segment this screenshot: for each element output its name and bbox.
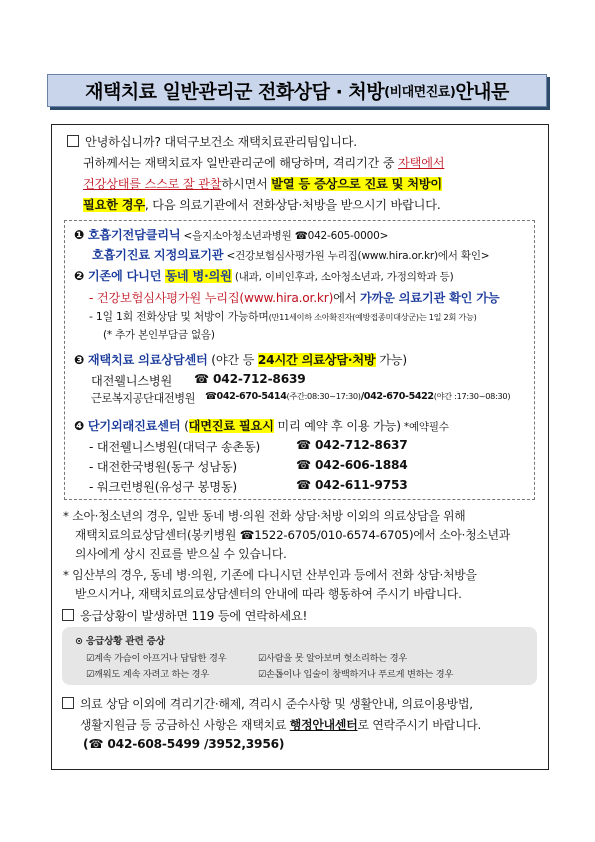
contact-line1: 의료 상담 이외에 격리기간·해제, 격리시 준수사항 및 생활안내, 의료이용방법, xyxy=(62,695,473,712)
emergency-notice: 응급상황이 발생하면 119 등에 연락하세요! xyxy=(62,607,307,624)
symptom-cyanosis: ☑손톱이나 입술이 창백하거나 푸르게 변하는 경우 xyxy=(258,669,454,680)
contact-phone: (☎ 042-608-5499 /3952,3956) xyxy=(83,737,285,751)
note-children: * 소아·청소년의 경우, 일반 동네 병·의원 전화 상담·처방 이외의 의료상담을 위해 xyxy=(63,509,466,523)
hospital-wellness-phone: ☎ 042-712-8639 xyxy=(194,372,306,386)
note-children-3: 의사에게 상시 진료를 받으실 수 있습니다. xyxy=(75,547,287,561)
section-consult-center: ❸ 재택치료 의료상담센터 (야간 등 24시간 의료상담·처방 가능) xyxy=(74,353,407,367)
intro-line2: 귀하께서는 재택치료자 일반관리군에 해당하며, 격리기간 중 자택에서 xyxy=(83,156,445,170)
emergency-symptoms-title: ⊙ 응급상황 관련 증상 xyxy=(75,636,165,647)
intro-greeting: 안녕하십니까? 대덕구보건소 재택치료관리팀입니다. xyxy=(67,133,357,150)
note-pregnant: * 임산부의 경우, 동네 병·의원, 기존에 다니시던 산부인과 등에서 전화 상담·처방을 xyxy=(63,568,477,582)
outpatient-item-3-phone: ☎ 042-611-9753 xyxy=(296,478,408,492)
no-extra-cost-note: (* 추가 본인부담금 없음) xyxy=(103,329,215,341)
symptom-confusion: ☑사람을 못 알아보며 헛소리하는 경우 xyxy=(258,653,408,664)
symptom-drowsiness: ☑깨워도 계속 자려고 하는 경우 xyxy=(86,669,210,680)
hira-link-line: - 건강보험심사평가원 누리집(www.hira.or.kr)에서 가까운 의료기관 확인 가능 xyxy=(89,291,500,305)
contact-line2: 생활지원금 등 궁금하신 사항은 재택치료 행정안내센터로 연락주시기 바랍니다. xyxy=(80,718,482,732)
section-designated-clinic: 호흡기진료 지정의료기관 <건강보험심사평가원 누리집(www.hira.or.kr)에서 확인> xyxy=(92,248,490,262)
hospital-kcomwel: 근로복지공단대전병원 xyxy=(91,392,196,405)
symptom-chest-pain: ☑계속 가슴이 아프거나 답답한 경우 xyxy=(86,653,227,664)
section-local-clinic: ❷ 기존에 다니던 동네 병·의원 (내과, 이비인후과, 소아청소년과, 가정의학과 등) xyxy=(74,269,454,283)
section-outpatient-center: ❹ 단기외래진료센터 (대면진료 필요시 미리 예약 후 이용 가능) *예약필수 xyxy=(74,419,449,433)
hospital-kcomwel-phones: ☎042-670-5414(주간:08:30~17:30)/042-670-5422(야간 :17:30~08:30) xyxy=(205,391,511,402)
page-title: 재택치료 일반관리군 전화상담 · 처방 (비대면진료) 안내문 xyxy=(47,74,547,107)
intro-line4: 필요한 경우, 다음 의료기관에서 전화상담·처방을 받으시기 바랍니다. xyxy=(83,198,441,212)
checkbox-icon xyxy=(67,135,79,147)
checkbox-icon xyxy=(62,609,74,621)
outpatient-item-1: - 대전웰니스병원(대덕구 송촌동) xyxy=(89,440,261,454)
note-children-2: 재택치료의료상담센터(봉키병원 ☎1522-6705/010-6574-6705)에서 소아·청소년과 xyxy=(75,528,511,542)
intro-line3: 건강상태를 스스로 잘 관찰하시면서 발열 등 증상으로 진료 및 처방이 xyxy=(83,177,442,191)
consult-limit-line: - 1일 1회 전화상담 및 처방이 가능하며(만11세이하 소아확진자(예방접종미대상군)는 1일 2회 가능) xyxy=(89,310,477,323)
outpatient-item-2-phone: ☎ 042-606-1884 xyxy=(296,458,408,472)
title-banner xyxy=(47,74,550,110)
checkbox-icon xyxy=(62,697,74,709)
note-pregnant-2: 받으시거나, 재택치료의료상담센터의 안내에 따라 행동하여 주시기 바랍니다. xyxy=(75,587,462,601)
outpatient-item-3: - 워크런병원(유성구 봉명동) xyxy=(89,480,237,494)
hospital-wellness: 대전웰니스병원 xyxy=(91,374,173,388)
outpatient-item-2: - 대전한국병원(동구 성남동) xyxy=(89,460,237,474)
outpatient-item-1-phone: ☎ 042-712-8637 xyxy=(296,438,408,452)
section-respiratory-clinic: ❶ 호흡기전담클리닉 <을지소아청소년과병원 ☎042-605-0000> xyxy=(74,228,389,242)
